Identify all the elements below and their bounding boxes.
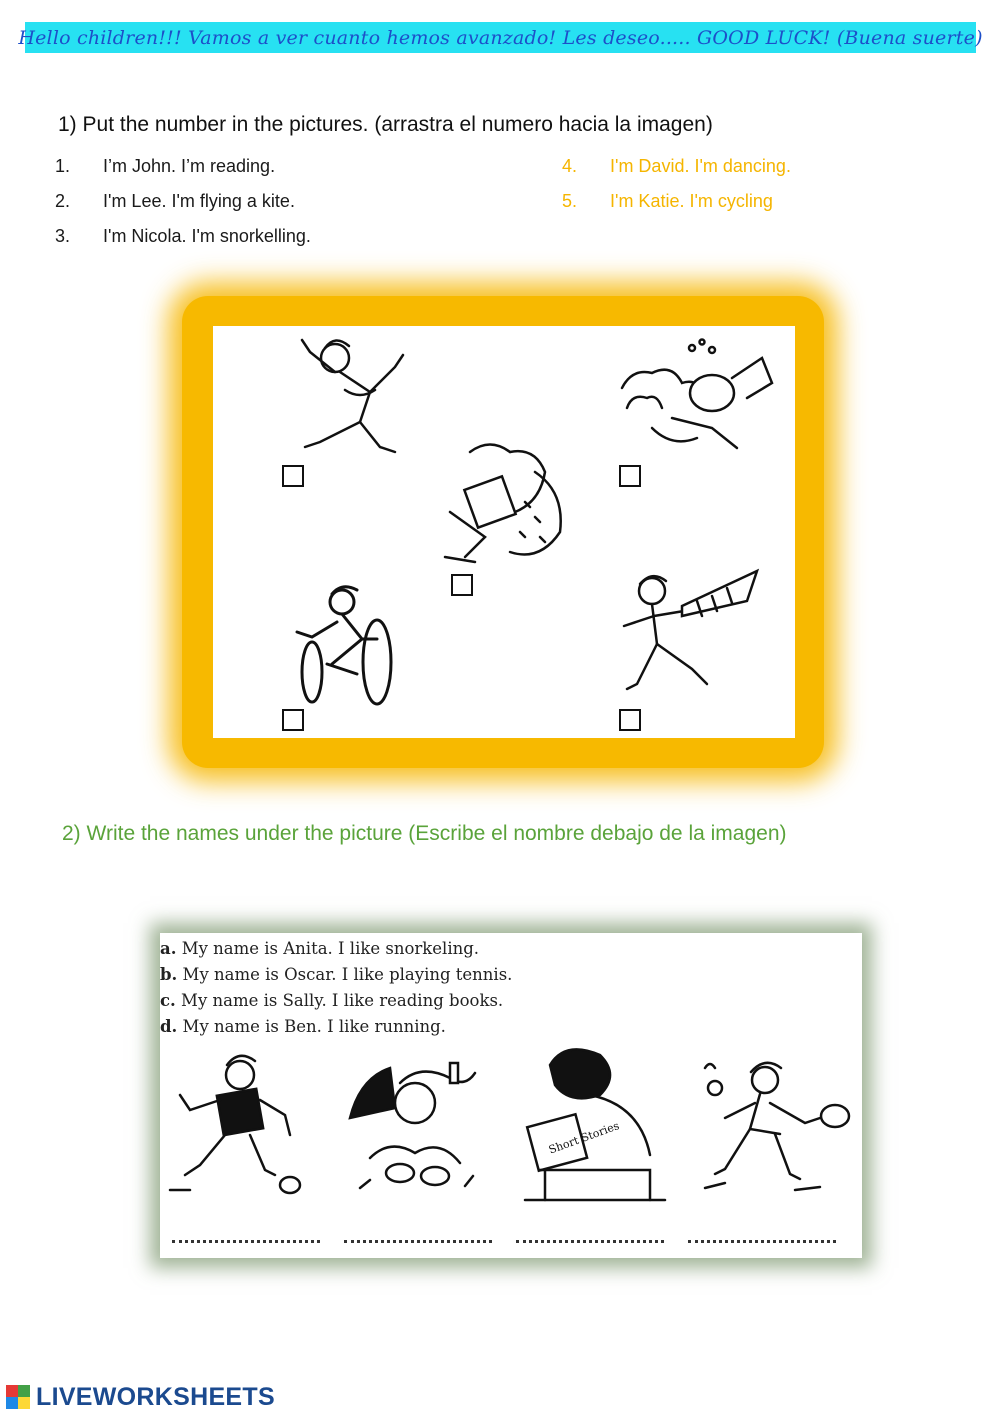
sentence-text: My name is Sally. I like reading books. — [181, 991, 504, 1010]
banner-text: Hello children!!! Vamos a ver cuanto hemos avanzado! Les deseo..... GOOD LUCK! (Buena suerte) — [18, 26, 983, 49]
answer-line[interactable] — [172, 1240, 320, 1243]
sentence-text: My name is Anita. I like snorkeling. — [181, 939, 480, 958]
dancing-boy-illustration — [290, 330, 420, 465]
answer-line[interactable] — [344, 1240, 492, 1243]
exercise2-title: 2) Write the names under the picture (Escribe el nombre debajo de la imagen) — [62, 822, 787, 845]
list-item[interactable] — [55, 191, 295, 212]
item-text: I'm David. I'm dancing. — [610, 156, 791, 176]
snorkelling-child-illustration — [340, 1058, 490, 1198]
answer-line[interactable] — [516, 1240, 664, 1243]
header-banner — [18, 22, 983, 53]
sentence-letter: d. — [160, 1017, 178, 1036]
sentence-a — [160, 939, 479, 958]
list-item[interactable] — [562, 156, 791, 177]
sentence-d — [160, 1017, 446, 1036]
cycling-girl-illustration — [282, 582, 412, 710]
running-child-illustration — [165, 1050, 310, 1200]
item-text: I'm Katie. I'm cycling — [610, 191, 773, 211]
answer-box[interactable] — [282, 709, 304, 731]
answer-box[interactable] — [619, 709, 641, 731]
book-label: Short Stories — [547, 1119, 621, 1157]
item-number: 3. — [55, 226, 71, 246]
sentence-text: My name is Ben. I like running. — [182, 1017, 446, 1036]
footer-brand-text: LIVEWORKSHEETS — [36, 1382, 275, 1411]
item-number: 2. — [55, 191, 71, 211]
list-item[interactable] — [55, 156, 275, 177]
snorkelling-girl-illustration — [612, 338, 777, 463]
reading-girl-illustration — [520, 1045, 670, 1205]
answer-box[interactable] — [282, 465, 304, 487]
item-text: I'm Nicola. I'm snorkelling. — [103, 226, 311, 246]
reading-boy-illustration — [440, 442, 580, 572]
list-item[interactable] — [55, 226, 311, 247]
sentence-letter: a. — [160, 939, 177, 958]
footer-brand[interactable] — [6, 1384, 275, 1410]
item-text: I’m John. I’m reading. — [103, 156, 276, 176]
answer-box[interactable] — [619, 465, 641, 487]
liveworksheets-logo-icon — [6, 1385, 30, 1409]
sentence-b — [160, 965, 512, 984]
item-number: 5. — [562, 191, 578, 211]
exercise1-title: 1) Put the number in the pictures. (arrastra el numero hacia la imagen) — [58, 113, 713, 136]
item-text: I'm Lee. I'm flying a kite. — [103, 191, 295, 211]
item-number: 4. — [562, 156, 578, 176]
kite-boy-illustration — [612, 566, 767, 706]
tennis-child-illustration — [695, 1058, 855, 1198]
answer-box[interactable] — [451, 574, 473, 596]
list-item[interactable] — [562, 191, 773, 212]
sentence-text: My name is Oscar. I like playing tennis. — [182, 965, 513, 984]
item-number: 1. — [55, 156, 71, 176]
sentence-letter: b. — [160, 965, 178, 984]
sentence-letter: c. — [160, 991, 176, 1010]
sentence-c — [160, 991, 503, 1010]
answer-line[interactable] — [688, 1240, 836, 1243]
